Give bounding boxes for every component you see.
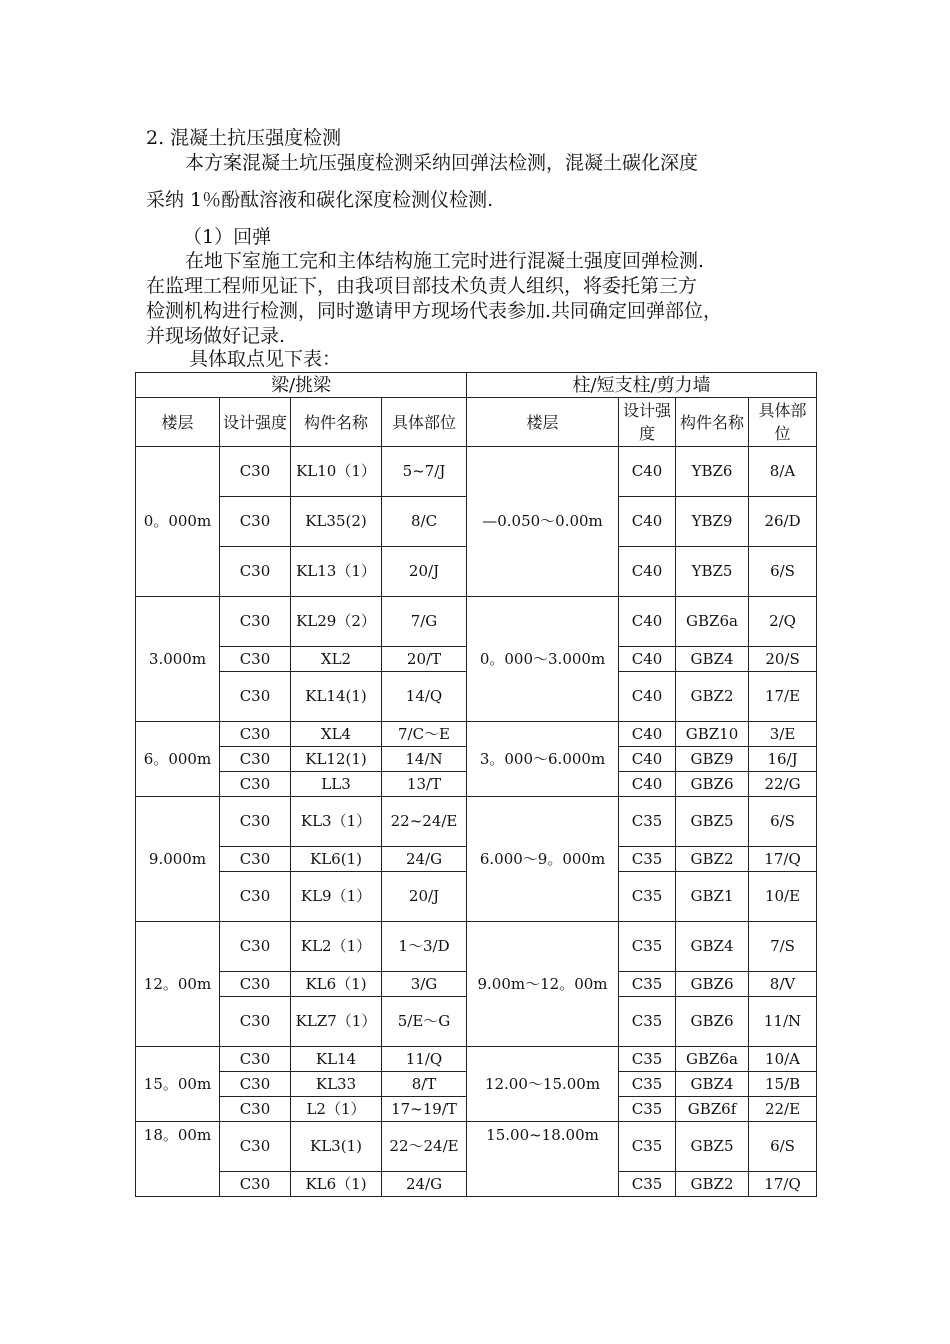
member-name-cell: KL10（1） (291, 447, 382, 497)
design-strength-cell: C40 (619, 722, 676, 747)
design-strength-cell: C30 (220, 972, 291, 997)
member-name-cell: KL35(2) (291, 497, 382, 547)
section-heading: 2. 混凝土抗压强度检测 (146, 127, 342, 149)
member-name-cell: GBZ6 (676, 972, 749, 997)
design-strength-cell: C30 (220, 1172, 291, 1197)
location-cell: 17~19/T (382, 1097, 467, 1122)
floor-cell-beams: 18。00m (136, 1122, 220, 1197)
location-cell: 14/Q (382, 672, 467, 722)
design-strength-cell: C30 (220, 1047, 291, 1072)
design-strength-cell: C30 (220, 647, 291, 672)
design-strength-cell: C30 (220, 1097, 291, 1122)
member-name-cell: GBZ2 (676, 847, 749, 872)
design-strength-cell: C40 (619, 597, 676, 647)
table-row (136, 922, 817, 972)
floor-cell-beams: 9.000m (136, 797, 220, 922)
design-strength-cell: C30 (220, 722, 291, 747)
design-strength-cell: C35 (619, 847, 676, 872)
member-name-cell: GBZ4 (676, 647, 749, 672)
design-strength-cell: C35 (619, 797, 676, 847)
floor-cell-columns: 12.00～15.00m (467, 1047, 619, 1122)
member-name-cell: KL13（1） (291, 547, 382, 597)
floor-cell-columns: 3。000～6.000m (467, 722, 619, 797)
column-header: 设计强度 (220, 398, 291, 447)
member-name-cell: GBZ9 (676, 747, 749, 772)
location-cell: 22/G (749, 772, 817, 797)
design-strength-cell: C30 (220, 447, 291, 497)
design-strength-cell: C30 (220, 872, 291, 922)
paragraph-line: 并现场做好记录. (146, 325, 286, 347)
design-strength-cell: C35 (619, 922, 676, 972)
design-strength-cell: C40 (619, 497, 676, 547)
location-cell: 20/T (382, 647, 467, 672)
group-header-beams: 梁/挑梁 (136, 373, 467, 398)
member-name-cell: GBZ6a (676, 1047, 749, 1072)
design-strength-cell: C35 (619, 872, 676, 922)
location-cell: 3/G (382, 972, 467, 997)
member-name-cell: GBZ4 (676, 1072, 749, 1097)
floor-cell-columns: 6.000～9。000m (467, 797, 619, 922)
table-row (136, 797, 817, 847)
floor-cell-columns: 0。000～3.000m (467, 597, 619, 722)
location-cell: 6/S (749, 1122, 817, 1172)
design-strength-cell: C40 (619, 747, 676, 772)
member-name-cell: GBZ2 (676, 1172, 749, 1197)
member-name-cell: L2（1） (291, 1097, 382, 1122)
floor-cell-beams: 15。00m (136, 1047, 220, 1122)
design-strength-cell: C30 (220, 922, 291, 972)
design-strength-cell: C35 (619, 1172, 676, 1197)
member-name-cell: KL6（1) (291, 972, 382, 997)
member-name-cell: KL12(1) (291, 747, 382, 772)
location-cell: 16/J (749, 747, 817, 772)
location-cell: 22~24/E (382, 797, 467, 847)
table-row (136, 447, 817, 497)
sampling-points-table (135, 372, 817, 1197)
design-strength-cell: C30 (220, 597, 291, 647)
member-name-cell: KL3(1) (291, 1122, 382, 1172)
location-cell: 6/S (749, 547, 817, 597)
design-strength-cell: C40 (619, 647, 676, 672)
floor-cell-beams: 6。000m (136, 722, 220, 797)
design-strength-cell: C35 (619, 1072, 676, 1097)
location-cell: 17/Q (749, 847, 817, 872)
paragraph-line: 检测机构进行检测，同时邀请甲方现场代表参加.共同确定回弹部位， (146, 300, 723, 322)
location-cell: 8/T (382, 1072, 467, 1097)
member-name-cell: KLZ7（1） (291, 997, 382, 1047)
member-name-cell: KL29（2） (291, 597, 382, 647)
column-header: 楼层 (136, 398, 220, 447)
location-cell: 15/B (749, 1072, 817, 1097)
location-cell: 20/J (382, 547, 467, 597)
member-name-cell: KL14(1) (291, 672, 382, 722)
design-strength-cell: C30 (220, 747, 291, 772)
location-cell: 6/S (749, 797, 817, 847)
location-cell: 22～24/E (382, 1122, 467, 1172)
member-name-cell: KL14 (291, 1047, 382, 1072)
column-header: 构件名称 (291, 398, 382, 447)
member-name-cell: KL2（1） (291, 922, 382, 972)
member-name-cell: GBZ6 (676, 997, 749, 1047)
member-name-cell: KL6(1) (291, 847, 382, 872)
design-strength-cell: C35 (619, 972, 676, 997)
column-header: 具体部位 (749, 398, 817, 447)
member-name-cell: YBZ5 (676, 547, 749, 597)
column-header: 具体部位 (382, 398, 467, 447)
table-row (136, 1122, 817, 1172)
paragraph-line: 在监理工程师见证下，由我项目部技术负责人组织，将委托第三方 (146, 275, 698, 297)
design-strength-cell: C30 (220, 672, 291, 722)
design-strength-cell: C30 (220, 997, 291, 1047)
design-strength-cell: C30 (220, 797, 291, 847)
member-name-cell: GBZ6a (676, 597, 749, 647)
column-header: 设计强度 (619, 398, 676, 447)
location-cell: 7/C～E (382, 722, 467, 747)
design-strength-cell: C30 (220, 1072, 291, 1097)
location-cell: 2/Q (749, 597, 817, 647)
design-strength-cell: C40 (619, 672, 676, 722)
member-name-cell: XL4 (291, 722, 382, 747)
member-name-cell: KL33 (291, 1072, 382, 1097)
group-header-columns: 柱/短支柱/剪力墙 (467, 373, 817, 398)
location-cell: 20/S (749, 647, 817, 672)
floor-cell-columns: 15.00~18.00m (467, 1122, 619, 1197)
location-cell: 17/E (749, 672, 817, 722)
location-cell: 1～3/D (382, 922, 467, 972)
location-cell: 26/D (749, 497, 817, 547)
design-strength-cell: C40 (619, 772, 676, 797)
design-strength-cell: C30 (220, 1122, 291, 1172)
member-name-cell: GBZ6 (676, 772, 749, 797)
location-cell: 11/N (749, 997, 817, 1047)
subheading: （1）回弹 (183, 226, 272, 248)
member-name-cell: GBZ1 (676, 872, 749, 922)
member-name-cell: GBZ10 (676, 722, 749, 747)
location-cell: 8/C (382, 497, 467, 547)
design-strength-cell: C30 (220, 847, 291, 872)
design-strength-cell: C40 (619, 547, 676, 597)
column-header: 构件名称 (676, 398, 749, 447)
floor-cell-columns: 9.00m～12。00m (467, 922, 619, 1047)
member-name-cell: KL6（1) (291, 1172, 382, 1197)
design-strength-cell: C35 (619, 1097, 676, 1122)
location-cell: 22/E (749, 1097, 817, 1122)
location-cell: 11/Q (382, 1047, 467, 1072)
table-intro: 具体取点见下表： (189, 348, 342, 370)
paragraph-line: 本方案混凝土坑压强度检测采纳回弹法检测，混凝土碳化深度 (185, 152, 699, 174)
location-cell: 5~7/J (382, 447, 467, 497)
table-row (136, 1047, 817, 1072)
location-cell: 24/G (382, 847, 467, 872)
member-name-cell: YBZ9 (676, 497, 749, 547)
member-name-cell: KL3（1） (291, 797, 382, 847)
design-strength-cell: C30 (220, 497, 291, 547)
member-name-cell: YBZ6 (676, 447, 749, 497)
design-strength-cell: C35 (619, 997, 676, 1047)
location-cell: 17/Q (749, 1172, 817, 1197)
design-strength-cell: C40 (619, 447, 676, 497)
location-cell: 13/T (382, 772, 467, 797)
location-cell: 8/V (749, 972, 817, 997)
design-strength-cell: C35 (619, 1047, 676, 1072)
table-row (136, 597, 817, 647)
column-header: 楼层 (467, 398, 619, 447)
member-name-cell: GBZ5 (676, 797, 749, 847)
member-name-cell: XL2 (291, 647, 382, 672)
location-cell: 7/S (749, 922, 817, 972)
location-cell: 3/E (749, 722, 817, 747)
location-cell: 5/E～G (382, 997, 467, 1047)
member-name-cell: GBZ2 (676, 672, 749, 722)
location-cell: 10/A (749, 1047, 817, 1072)
member-name-cell: GBZ5 (676, 1122, 749, 1172)
location-cell: 14/N (382, 747, 467, 772)
member-name-cell: GBZ6f (676, 1097, 749, 1122)
floor-cell-beams: 3.000m (136, 597, 220, 722)
design-strength-cell: C30 (220, 772, 291, 797)
member-name-cell: GBZ4 (676, 922, 749, 972)
floor-cell-beams: 12。00m (136, 922, 220, 1047)
paragraph-line: 在地下室施工完和主体结构施工完时进行混凝土强度回弹检测. (185, 250, 705, 272)
location-cell: 8/A (749, 447, 817, 497)
location-cell: 7/G (382, 597, 467, 647)
floor-cell-beams: 0。000m (136, 447, 220, 597)
paragraph-line: 采纳 1％酚酞溶液和碳化深度检测仪检测. (146, 189, 494, 211)
member-name-cell: KL9（1） (291, 872, 382, 922)
table-row (136, 722, 817, 747)
floor-cell-columns: —0.050～0.00m (467, 447, 619, 597)
location-cell: 20/J (382, 872, 467, 922)
member-name-cell: LL3 (291, 772, 382, 797)
location-cell: 10/E (749, 872, 817, 922)
location-cell: 24/G (382, 1172, 467, 1197)
design-strength-cell: C30 (220, 547, 291, 597)
design-strength-cell: C35 (619, 1122, 676, 1172)
